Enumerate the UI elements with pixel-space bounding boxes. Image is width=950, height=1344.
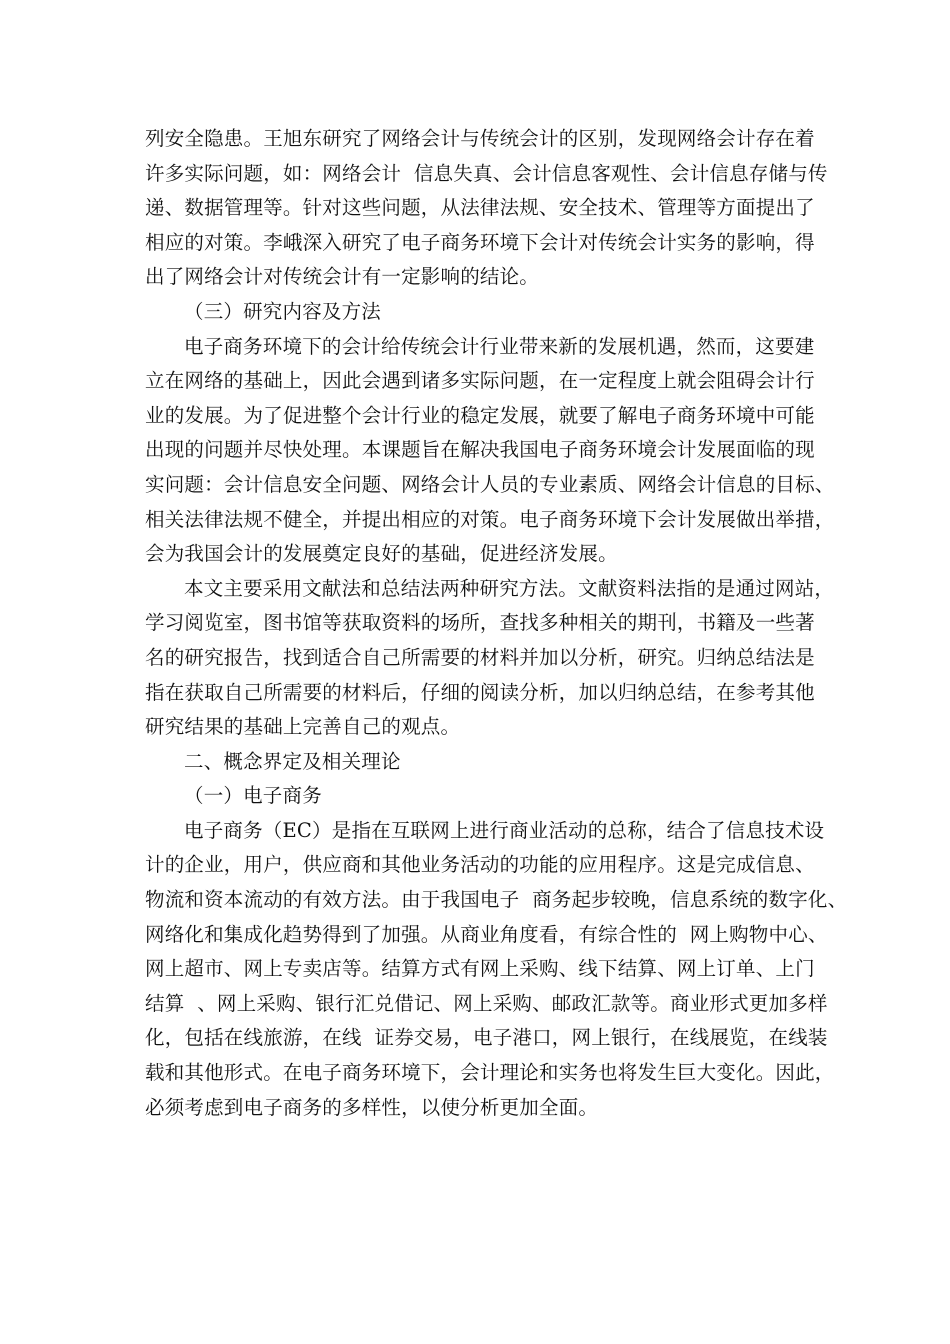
paragraph-line: 必须考虑到电子商务的多样性，以使分析更加全面。	[145, 1095, 599, 1119]
paragraph-line: 名的研究报告，找到适合自己所需要的材料并加以分析，研究。归纳总结法是	[145, 645, 815, 669]
paragraph-line: 相关法律法规不健全，并提出相应的对策。电子商务环境下会计发展做出举措，	[145, 507, 835, 531]
paragraph-line: 出了网络会计对传统会计有一定影响的结论。	[145, 265, 540, 289]
paragraph-line: 结算 、网上采购、银行汇兑借记、网上采购、邮政汇款等。商业形式更加多样	[145, 991, 828, 1015]
paragraph-line: 许多实际问题，如：网络会计 信息失真、会计信息客观性、会计信息存储与传	[145, 161, 828, 185]
heading-text: 二、概念界定及相关理论	[184, 749, 401, 773]
paragraph-line: 出现的问题并尽快处理。本课题旨在解决我国电子商务环境会计发展面临的现	[145, 438, 815, 462]
paragraph-line: 业的发展。为了促进整个会计行业的稳定发展，就要了解电子商务环境中可能	[145, 403, 815, 427]
paragraph-line: 会为我国会计的发展奠定良好的基础，促进经济发展。	[145, 542, 618, 566]
document-body	[145, 122, 848, 1125]
paragraph-line: 指在获取自己所需要的材料后，仔细的阅读分析，加以归纳总结，在参考其他	[145, 680, 815, 704]
paragraph-line: 电子商务（EC）是指在互联网上进行商业活动的总称，结合了信息技术设	[184, 818, 825, 842]
paragraph-line: 计的企业，用户，供应商和其他业务活动的功能的应用程序。这是完成信息、	[145, 853, 815, 877]
paragraph	[145, 330, 835, 572]
paragraph-line: 学习阅览室，图书馆等获取资料的场所，查找多种相关的期刊，书籍及一些著	[145, 611, 815, 635]
paragraph-line: 立在网络的基础上，因此会遇到诸多实际问题，在一定程度上就会阻碍会计行	[145, 369, 815, 393]
paragraph-line: 网上超市、网上专卖店等。结算方式有网上采购、线下结算、网上订单、上门	[145, 957, 815, 981]
paragraph-line: 电子商务环境下的会计给传统会计行业带来新的发展机遇，然而，这要建	[184, 334, 815, 358]
paragraph-line: 物流和资本流动的有效方法。由于我国电子 商务起步较晚，信息系统的数字化、	[145, 888, 848, 912]
paragraph-line: 载和其他形式。在电子商务环境下，会计理论和实务也将发生巨大变化。因此，	[145, 1061, 835, 1085]
section-heading	[145, 779, 823, 814]
paragraph-line: 研究结果的基础上完善自己的观点。	[145, 715, 461, 739]
paragraph-line: 列安全隐患。王旭东研究了网络会计与传统会计的区别，发现网络会计存在着	[145, 127, 815, 150]
paragraph-line: 递、数据管理等。针对这些问题，从法律法规、安全技术、管理等方面提出了	[145, 196, 815, 220]
paragraph-line: 本文主要采用文献法和总结法两种研究方法。文献资料法指的是通过网站，	[184, 576, 835, 600]
paragraph-line: 化，包括在线旅游，在线 证券交易，电子港口，网上银行，在线展览，在线装	[145, 1026, 828, 1050]
heading-text: （三）研究内容及方法	[184, 299, 382, 323]
paragraph	[145, 814, 848, 1125]
paragraph	[145, 572, 835, 745]
heading-text: （一）电子商务	[184, 784, 322, 808]
section-heading	[145, 745, 823, 780]
section-heading	[145, 295, 823, 330]
paragraph-line: 网络化和集成化趋势得到了加强。从商业角度看，有综合性的 网上购物中心、	[145, 922, 828, 946]
paragraph	[145, 122, 828, 295]
paragraph-line: 相应的对策。李峨深入研究了电子商务环境下会计对传统会计实务的影响，得	[145, 230, 815, 254]
paragraph-line: 实问题：会计信息安全问题、网络会计人员的专业素质、网络会计信息的目标、	[145, 472, 835, 496]
